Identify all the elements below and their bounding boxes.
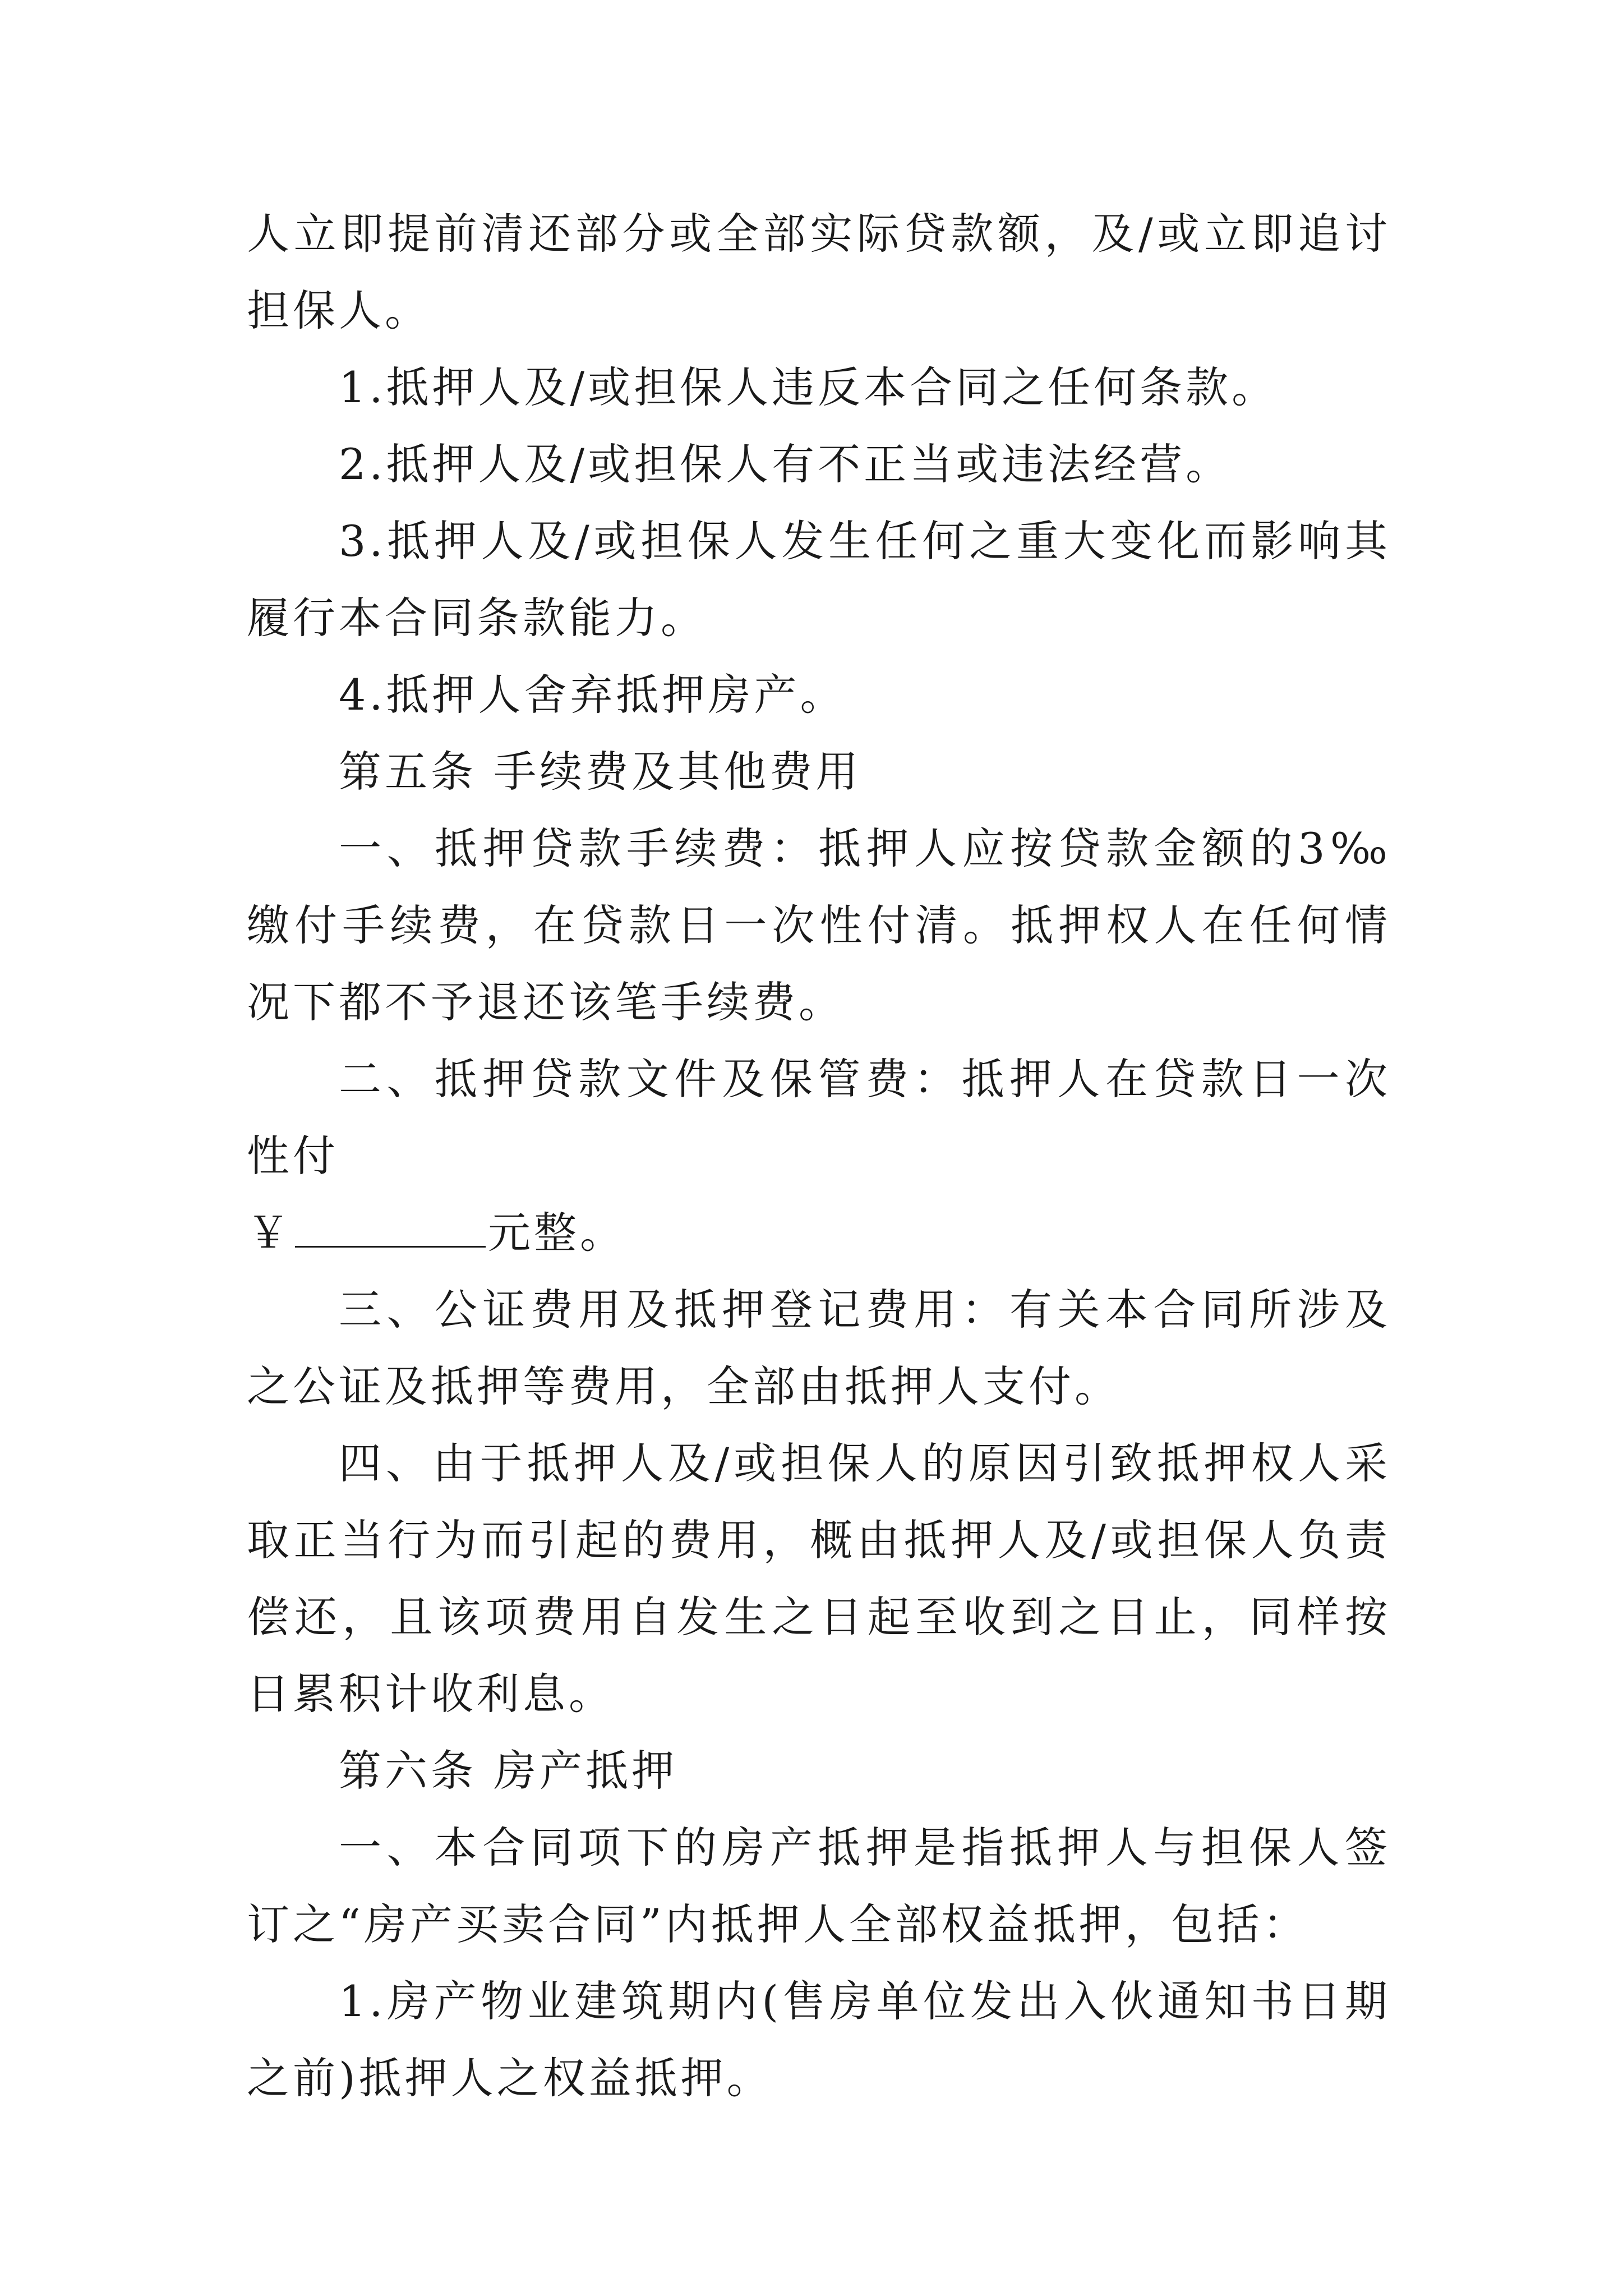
amount-suffix: 元整。: [488, 1208, 626, 1258]
document-body: [247, 195, 1391, 2116]
fee-amount-line: [247, 1194, 1391, 1271]
amount-blank-line: [295, 1207, 486, 1248]
paragraph-item-2: 2.抵押人及/或担保人有不正当或违法经营。: [339, 439, 1232, 489]
section-heading-article-5: 第五条 手续费及其他费用: [339, 747, 862, 797]
section-heading-article-6: 第六条 房产抵押: [339, 1746, 678, 1796]
paragraph-fee-4: 四、由于抵押人及/或担保人的原因引致抵押权人采取正当行为而引起的费用，概由抵押人及/或担保人负责偿还，且该项费用自发生之日起至收到之日止，同样按日累积计收利息。: [247, 1438, 1391, 1719]
paragraph-mortgage-item-1: 1.房产物业建筑期内(售房单位发出入伙通知书日期之前)抵押人之权益抵押。: [247, 1976, 1391, 2103]
paragraph-item-3: 3.抵押人及/或担保人发生任何之重大变化而影响其履行本合同条款能力。: [247, 516, 1391, 643]
paragraph-mortgage-1: 一、本合同项下的房产抵押是指抵押人与担保人签订之“房产买卖合同”内抵押人全部权益抵押，包括：: [247, 1823, 1391, 1949]
paragraph-item-4: 4.抵押人舍弃抵押房产。: [339, 670, 846, 720]
paragraph-item-1: 1.抵押人及/或担保人违反本合同之任何条款。: [339, 362, 1278, 412]
currency-symbol: ￥: [247, 1208, 293, 1258]
paragraph-continuation: 人立即提前清还部分或全部实际贷款额，及/或立即追讨担保人。: [247, 209, 1391, 335]
paragraph-fee-2: 二、抵押贷款文件及保管费：抵押人在贷款日一次性付: [247, 1054, 1391, 1181]
paragraph-fee-3: 三、公证费用及抵押登记费用：有关本合同所涉及之公证及抵押等费用，全部由抵押人支付。: [247, 1285, 1391, 1411]
paragraph-fee-1: 一、抵押贷款手续费：抵押人应按贷款金额的3‰缴付手续费，在贷款日一次性付清。抵押权人在任何情况下都不予退还该笔手续费。: [247, 823, 1391, 1027]
